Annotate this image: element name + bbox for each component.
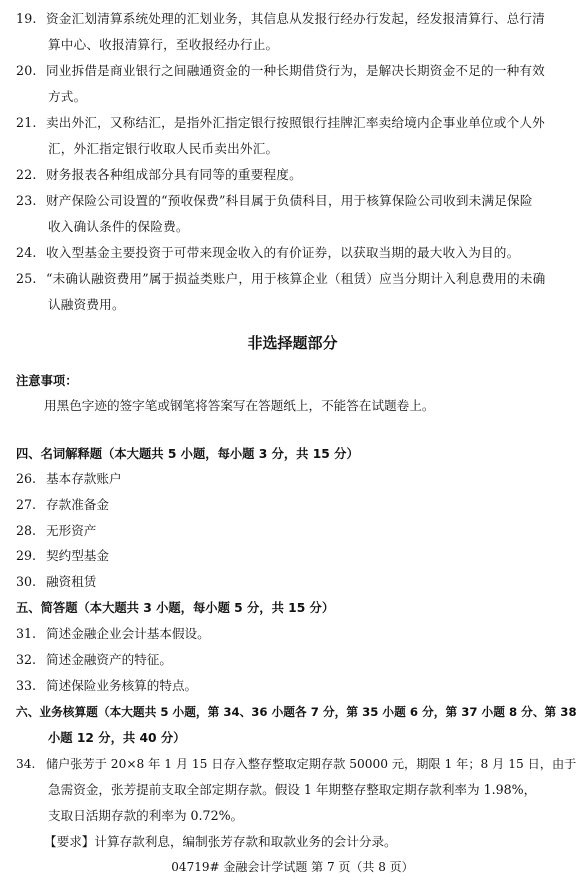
question-34-line1: [16, 751, 576, 777]
item-text: 简述金融企业会计基本假设。: [46, 626, 210, 641]
item-number: 31.: [16, 626, 37, 641]
item-text-continued: 算中心、收报清算行，至收报经办行止。: [48, 37, 279, 52]
part6-heading: 六、业务核算题（本大题共 5 小题，第 34、36 小题各 7 分，第 35 小题 6 分，第 37 小题 8 分、第 38: [16, 705, 577, 719]
item-number: 32.: [16, 652, 37, 667]
item-text: “未确认融资费用”属于损益类账户，用于核算企业（租赁）应当分期计入利息费用的未确: [46, 271, 546, 286]
item-number: 33.: [16, 678, 37, 693]
section-title: 非选择题部分: [247, 334, 338, 352]
item-number: 25.: [16, 271, 37, 286]
part4-item-29: [16, 543, 109, 569]
item-number: 26.: [16, 471, 37, 486]
item-number: 34.: [16, 757, 36, 771]
judgment-item-23: [16, 188, 572, 240]
notice-text: 用黑色字迹的签字笔或钢笔将答案写在答题纸上，不能答在试题卷上。: [44, 398, 435, 413]
item-text: 简述保险业务核算的特点。: [46, 678, 198, 693]
item-number: 19.: [16, 11, 37, 26]
part4-item-26: [16, 466, 122, 492]
question-34-requirement: 【要求】计算存款利息，编制张芳存款和取款业务的会计分录。: [44, 834, 397, 849]
item-text: 存款准备金: [46, 497, 109, 512]
item-text: 资金汇划清算系统处理的汇划业务，其信息从发报行经办行发起，经发报清算行、总行清: [46, 11, 545, 26]
item-text: 卖出外汇，又称结汇，是指外汇指定银行按照银行挂牌汇率卖给境内企事业单位或个人外: [46, 115, 545, 130]
item-text: 契约型基金: [46, 548, 109, 563]
part4-item-28: [16, 518, 96, 544]
part4-item-27: [16, 492, 109, 518]
item-text: 基本存款账户: [46, 471, 122, 486]
item-text-continued: 认融资费用。: [48, 297, 125, 312]
item-text-continued: 方式。: [48, 89, 87, 104]
item-text: 无形资产: [46, 523, 97, 538]
part5-item-33: [16, 673, 197, 699]
item-number: 22.: [16, 167, 37, 182]
judgment-item-21: [16, 110, 572, 162]
part6-heading-continued: 小题 12 分，共 40 分）: [48, 731, 186, 745]
item-text: 财产保险公司设置的“预收保费”科目属于负债科目，用于核算保险公司收到未满足保险: [46, 193, 533, 208]
item-text: 收入型基金主要投资于可带来现金收入的有价证券，以获取当期的最大收入为目的。: [46, 245, 520, 260]
part5-item-31: [16, 621, 210, 647]
item-number: 20.: [16, 63, 37, 78]
item-text-continued: 收入确认条件的保险费。: [48, 219, 189, 234]
part5-item-32: [16, 647, 172, 673]
part4-item-30: [16, 569, 96, 595]
page-footer: 04719# 金融会计学试题 第 7 页（共 8 页）: [171, 860, 414, 874]
item-text: 储户张芳于 20×8 年 1 月 15 日存入整存整取定期存款 50000 元，期限 1 年；8 月 15 日，由于: [46, 757, 577, 771]
question-34-line2: 急需资金，张芳提前支取全部定期存款。假设 1 年期整存整取定期存款利率为 1.98%，: [48, 782, 537, 797]
item-number: 29.: [16, 548, 37, 563]
judgment-item-25: [16, 266, 572, 318]
item-number: 27.: [16, 497, 37, 512]
item-text: 融资租赁: [46, 574, 97, 589]
item-number: 24.: [16, 245, 37, 260]
item-text: 财务报表各种组成部分具有同等的重要程度。: [46, 167, 302, 182]
notice-heading: 注意事项：: [16, 374, 78, 388]
judgment-item-22: [16, 162, 572, 188]
judgment-item-20: [16, 58, 572, 110]
judgment-item-19: [16, 6, 572, 58]
part4-heading: 四、名词解释题（本大题共 5 小题，每小题 3 分，共 15 分）: [16, 447, 359, 461]
item-number: 21.: [16, 115, 37, 130]
item-text: 简述金融资产的特征。: [46, 652, 172, 667]
item-text-continued: 汇，外汇指定银行收取人民币卖出外汇。: [48, 141, 279, 156]
item-number: 23.: [16, 193, 37, 208]
judgment-item-24: [16, 240, 572, 266]
item-number: 28.: [16, 523, 37, 538]
item-number: 30.: [16, 574, 37, 589]
question-34-line3: 支取日活期存款的利率为 0.72%。: [48, 808, 244, 823]
part5-heading: 五、简答题（本大题共 3 小题，每小题 5 分，共 15 分）: [16, 601, 335, 615]
item-text: 同业拆借是商业银行之间融通资金的一种长期借贷行为，是解决长期资金不足的一种有效: [46, 63, 545, 78]
